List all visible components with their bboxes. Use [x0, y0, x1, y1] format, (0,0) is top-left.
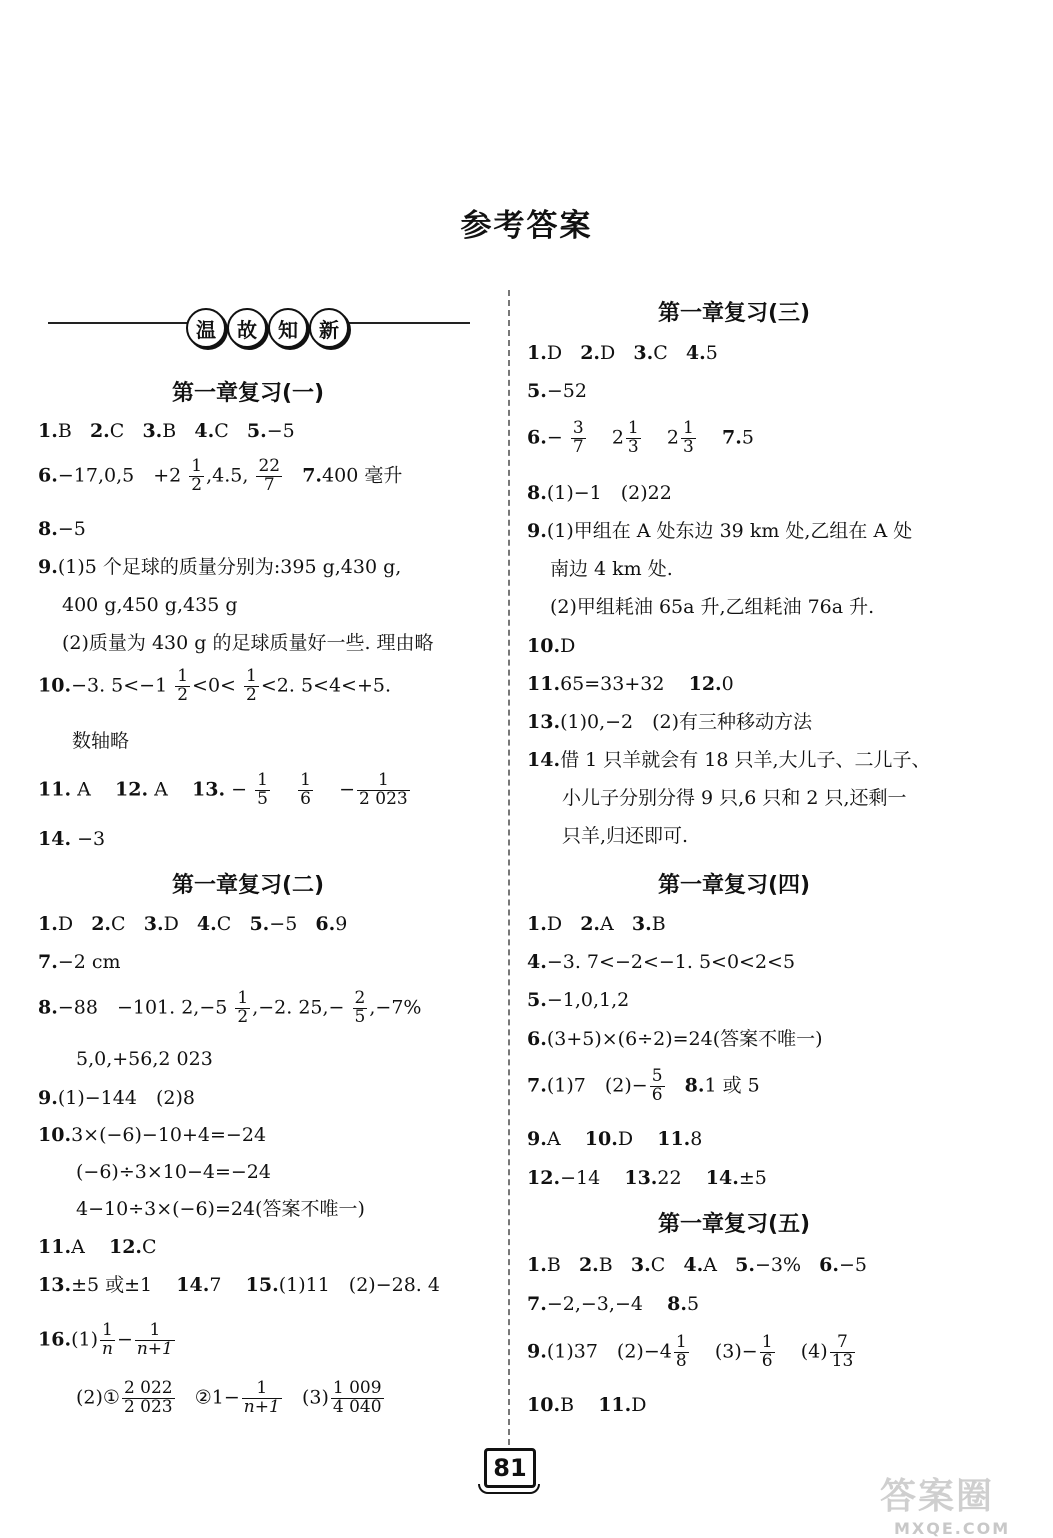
fraction: $\frac{1}{6}$	[300, 770, 311, 809]
fraction: $\frac{7}{13}$	[831, 1332, 854, 1371]
answer-line: 4.−3. 7<−2<−1. 5<0<2<5	[527, 951, 796, 973]
answer-line: 400 g,450 g,435 g	[62, 594, 238, 616]
section-title-5: 第一章复习(五)	[658, 1212, 811, 1237]
fraction: $\frac{1}{6}$	[761, 1332, 773, 1371]
answer-line: 6.(3+5)×(6÷2)=24(答案不唯一)	[527, 1028, 823, 1050]
answer-line: 11.65=33+32 12.0	[527, 673, 734, 695]
answer-line: 7.−2 cm	[38, 951, 121, 973]
fraction: $\frac{1}{n}$	[101, 1320, 113, 1359]
answer-line: 8.−5	[38, 518, 86, 540]
page-number-text: 81	[484, 1448, 536, 1488]
answer-line: 9.A 10.D 11.8	[527, 1128, 703, 1150]
answer-line: 14. −3	[38, 828, 106, 850]
answer-line: 16.(1) $\frac{1}{n}$ − $\frac{1}{n+1}$	[38, 1320, 173, 1359]
fraction: $\frac{1}{2 023}$	[359, 770, 408, 809]
watermark-url: MXQE.COM	[894, 1519, 1011, 1538]
answer-line: (2)甲组耗油 65a 升,乙组耗油 76a 升.	[550, 596, 875, 618]
fraction: $\frac{5}{6}$	[651, 1066, 663, 1105]
section-title-2: 第一章复习(二)	[172, 873, 325, 898]
fraction: $\frac{1}{3}$	[683, 418, 694, 457]
answer-line: 4−10÷3×(−6)=24(答案不唯一)	[76, 1198, 365, 1220]
fraction: $\frac{1 009}{4 040}$	[332, 1378, 382, 1417]
fraction: $\frac{1}{3}$	[627, 418, 639, 457]
answer-line: (2)① $\frac{2 022}{2 023}$ ②1− $\frac{1}{n+1}$ (3) $\frac{1 009}{4 040}$	[76, 1378, 382, 1417]
banner-char: 新	[309, 308, 349, 348]
review-banner	[186, 308, 349, 348]
answer-line: 5.−52	[527, 380, 587, 402]
banner-line-right	[340, 322, 470, 324]
answer-line: 6.−17,0,5 +2 $\frac{1}{2}$ ,4.5, $\frac{22}{7}$ 7.400 毫升	[38, 456, 403, 495]
answer-line: 5,0,+56,2 023	[76, 1048, 213, 1070]
page-title: 参考答案	[460, 208, 593, 244]
fraction: $\frac{2 022}{2 023}$	[123, 1378, 173, 1417]
fraction: $\frac{1}{8}$	[675, 1332, 687, 1371]
answer-line: 13.±5 或±1 14.7 15.(1)11 (2)−28. 4	[38, 1274, 440, 1296]
answer-line: 1.B 2.C 3.B 4.C 5.−5	[38, 420, 295, 442]
answer-line: 1.D 2.C 3.D 4.C 5.−5 6.9	[38, 913, 348, 935]
answer-line: (2)质量为 430 g 的足球质量好一些. 理由略	[62, 632, 434, 654]
answer-line: 1.D 2.D 3.C 4.5	[527, 342, 718, 364]
watermark-logo	[880, 1468, 1050, 1538]
answer-line: 只羊,归还即可.	[562, 825, 689, 847]
fraction: $\frac{3}{7}$	[572, 418, 584, 457]
answer-line: 12.−14 13.22 14.±5	[527, 1167, 767, 1189]
fraction: $\frac{1}{2}$	[246, 666, 257, 705]
fraction: $\frac{22}{7}$	[258, 456, 281, 495]
answer-line: 9.(1)5 个足球的质量分别为:395 g,430 g,	[38, 556, 402, 578]
answer-line: 10.−3. 5<−1 $\frac{1}{2}$ <0< $\frac{1}{2}$ <2. 5<4<+5.	[38, 666, 392, 705]
fraction: $\frac{1}{2}$	[177, 666, 189, 705]
answer-line: 数轴略	[72, 730, 130, 752]
answer-line: 1.B 2.B 3.C 4.A 5.−3% 6.−5	[527, 1254, 867, 1276]
answer-line: 9.(1)37 (2)−4 $\frac{1}{8}$ (3)− $\frac{1}{6}$ (4) $\frac{7}{13}$	[527, 1332, 854, 1371]
section-title-3: 第一章复习(三)	[658, 301, 811, 326]
answer-line: (−6)÷3×10−4=−24	[76, 1161, 271, 1183]
answer-line: 1.D 2.A 3.B	[527, 913, 666, 935]
column-divider	[508, 290, 510, 1445]
answer-line: 10.3×(−6)−10+4=−24	[38, 1124, 267, 1146]
fraction: $\frac{1}{n+1}$	[243, 1378, 280, 1417]
answer-line: 11.A 12.C	[38, 1236, 157, 1258]
page-number	[478, 1446, 538, 1496]
answer-line: 9.(1)甲组在 A 处东边 39 km 处,乙组在 A 处	[527, 520, 913, 542]
banner-char: 知	[268, 308, 308, 348]
answer-line: 14.借 1 只羊就会有 18 只羊,大儿子、二儿子、	[527, 749, 931, 771]
watermark-text: 答案圈	[880, 1476, 995, 1517]
section-title-4: 第一章复习(四)	[658, 873, 811, 898]
answer-line: 13.(1)0,−2 (2)有三种移动方法	[527, 711, 813, 733]
answer-line: 7.(1)7 (2)− $\frac{5}{6}$ 8.1 或 5	[527, 1066, 760, 1105]
answer-line: 6.− $\frac{3}{7}$ 2 $\frac{1}{3}$ 2 $\frac{1}{3}$ 7.5	[527, 418, 754, 457]
answer-line: 南边 4 km 处.	[550, 558, 673, 580]
banner-char: 温	[186, 308, 226, 348]
answer-line: 10.B 11.D	[527, 1394, 647, 1416]
answer-line: 小儿子分别分得 9 只,6 只和 2 只,还剩一	[562, 787, 907, 809]
fraction: $\frac{1}{n+1}$	[136, 1320, 173, 1359]
fraction: $\frac{2}{5}$	[354, 988, 366, 1027]
banner-line-left	[48, 322, 188, 324]
fraction: $\frac{1}{5}$	[257, 770, 268, 809]
section-title-1: 第一章复习(一)	[172, 381, 325, 406]
book-icon	[478, 1484, 540, 1494]
answer-line: 11. A 12. A 13. − $\frac{1}{5}$ $\frac{1}{6}$ − $\frac{1}{2 023}$	[38, 770, 408, 809]
answer-line: 9.(1)−144 (2)8	[38, 1087, 195, 1109]
answer-line: 10.D	[527, 635, 576, 657]
banner-char: 故	[227, 308, 267, 348]
answer-line: 5.−1,0,1,2	[527, 989, 630, 1011]
fraction: $\frac{1}{2}$	[191, 456, 203, 495]
fraction: $\frac{1}{2}$	[237, 988, 249, 1027]
answer-line: 7.−2,−3,−4 8.5	[527, 1293, 700, 1315]
answer-line: 8.(1)−1 (2)22	[527, 482, 672, 504]
answer-line: 8.−88 −101. 2,−5 $\frac{1}{2}$ ,−2. 25,− $\frac{2}{5}$ ,−7%	[38, 988, 422, 1027]
